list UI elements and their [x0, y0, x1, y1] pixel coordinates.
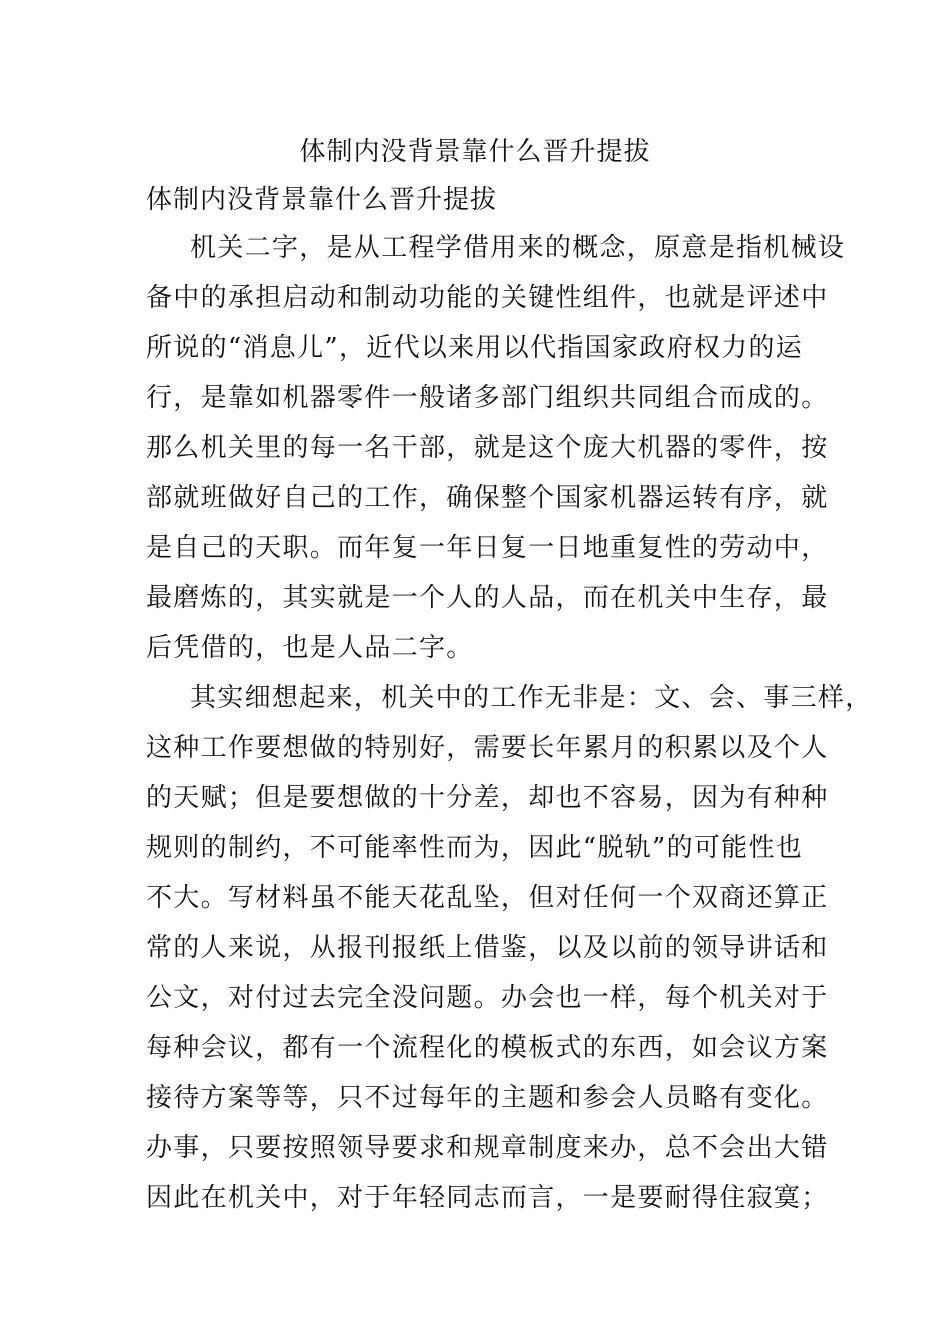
paragraph-1-line-8: 最磨炼的，其实就是一个人的人品，而在机关中生存，最 — [146, 583, 829, 613]
paragraph-1-line-3: 所说的“消息儿”，近代以来用以代指国家政府权力的运 — [146, 333, 804, 363]
paragraph-2-line-4: 规则的制约，不可能率性而为，因此“脱轨”的可能性也 — [146, 833, 804, 863]
paragraph-2-line-2: 这种工作要想做的特别好，需要长年累月的积累以及个人 — [146, 733, 829, 763]
paragraph-2-line-6: 常的人来说，从报刊报纸上借鉴，以及以前的领导讲话和 — [146, 933, 829, 963]
paragraph-1-line-2: 备中的承担启动和制动功能的关键性组件，也就是评述中 — [146, 283, 829, 313]
paragraph-1-line-7: 是自己的天职。而年复一年日复一日地重复性的劳动中， — [146, 533, 829, 563]
paragraph-1-line-4: 行，是靠如机器零件一般诸多部门组织共同组合而成的。 — [146, 383, 829, 413]
document-subtitle: 体制内没背景靠什么晋升提拔 — [146, 185, 498, 215]
paragraph-2-line-10: 办事，只要按照领导要求和规章制度来办，总不会出大错 — [146, 1133, 829, 1163]
paragraph-2-line-3: 的天赋；但是要想做的十分差，却也不容易，因为有种种 — [146, 783, 829, 813]
paragraph-2-line-7: 公文，对付过去完全没问题。办会也一样，每个机关对于 — [146, 983, 829, 1013]
paragraph-2-line-5: 不大。写材料虽不能天花乱坠，但对任何一个双商还算正 — [146, 883, 829, 913]
paragraph-2-line-9: 接待方案等等，只不过每年的主题和参会人员略有变化。 — [146, 1083, 829, 1113]
paragraph-2-line-1: 其实细想起来，机关中的工作无非是：文、会、事三样， — [190, 683, 873, 713]
paragraph-2-line-8: 每种会议，都有一个流程化的模板式的东西，如会议方案 — [146, 1033, 829, 1063]
paragraph-1-line-5: 那么机关里的每一名干部，就是这个庞大机器的零件，按 — [146, 433, 829, 463]
paragraph-1-line-9: 后凭借的，也是人品二字。 — [146, 633, 474, 663]
document-title: 体制内没背景靠什么晋升提拔 — [299, 137, 651, 167]
paragraph-1-line-6: 部就班做好自己的工作，确保整个国家机器运转有序，就 — [146, 483, 829, 513]
paragraph-1-line-1: 机关二字，是从工程学借用来的概念，原意是指机械设 — [190, 233, 846, 263]
paragraph-2-line-11: 因此在机关中，对于年轻同志而言，一是要耐得住寂寞； — [146, 1183, 829, 1213]
